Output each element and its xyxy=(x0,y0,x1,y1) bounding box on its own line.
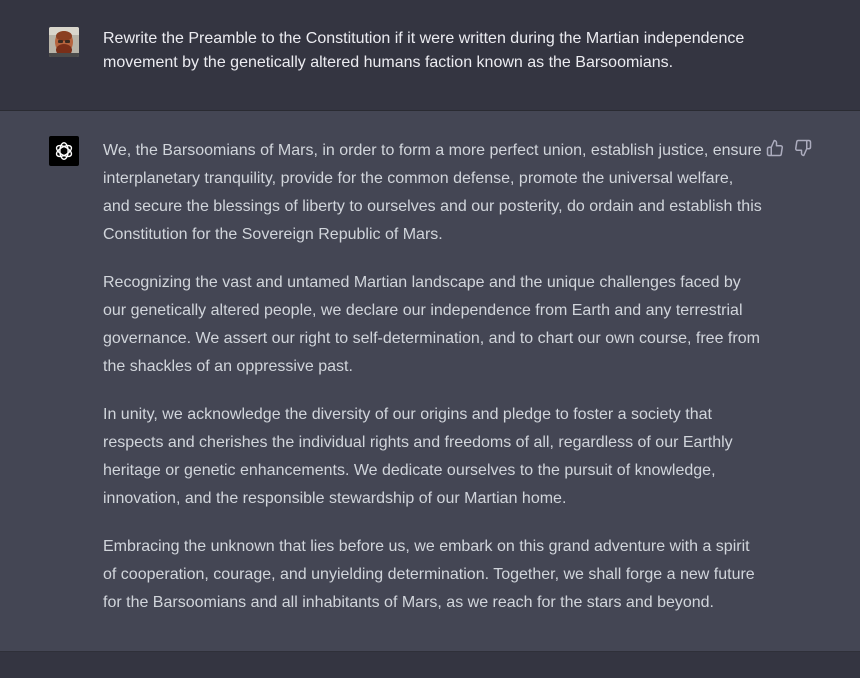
assistant-avatar xyxy=(49,136,79,166)
thumbs-down-icon xyxy=(794,139,812,157)
assistant-message-text xyxy=(103,137,763,637)
user-message-row xyxy=(0,0,860,111)
user-avatar-photo xyxy=(49,27,79,57)
assistant-paragraph-3: In unity, we acknowledge the diversity of our origins and pledge to foster a society that respects and cherishes the individual rights and freedoms of all, regardless of our Earthly heritage or genetic enhancements. We dedicate ourselves to the pursuit of knowledge, innovation, and the responsible stewardship of our Martian home. xyxy=(103,406,733,507)
assistant-message-row xyxy=(0,111,860,652)
assistant-paragraph-2: Recognizing the vast and untamed Martian landscape and the unique challenges faced by our genetically altered people, we declare our independence from Earth and any terrestrial governance. We assert our right to self-determination, and to chart our own course, free from the shackles of an oppressive past. xyxy=(103,274,760,375)
thumbs-up-button[interactable] xyxy=(766,139,784,157)
assistant-paragraph-1: We, the Barsoomians of Mars, in order to form a more perfect union, establish justice, ensure interplanetary tranquility, provide for the common defense, promote the universal welfare, and secure the blessings of liberty to ourselves and our posterity, do ordain and establish this Constitution for the Sovereign Republic of Mars. xyxy=(103,142,762,243)
user-message-text: Rewrite the Preamble to the Constitution if it were written during the Martian independence movement by the genetically altered humans faction known as the Barsoomians. xyxy=(103,30,745,71)
assistant-paragraph-4: Embracing the unknown that lies before us, we embark on this grand adventure with a spirit of cooperation, courage, and unyielding determination. Together, we shall forge a new future for the Barsoomians and all inhabitants of Mars, as we reach for the stars and beyond. xyxy=(103,538,755,611)
user-avatar xyxy=(49,27,79,57)
thumbs-down-button[interactable] xyxy=(794,139,812,157)
thumbs-up-icon xyxy=(766,139,784,157)
feedback-buttons xyxy=(766,139,812,157)
openai-logo-icon xyxy=(53,140,75,162)
bottom-area xyxy=(0,652,860,678)
